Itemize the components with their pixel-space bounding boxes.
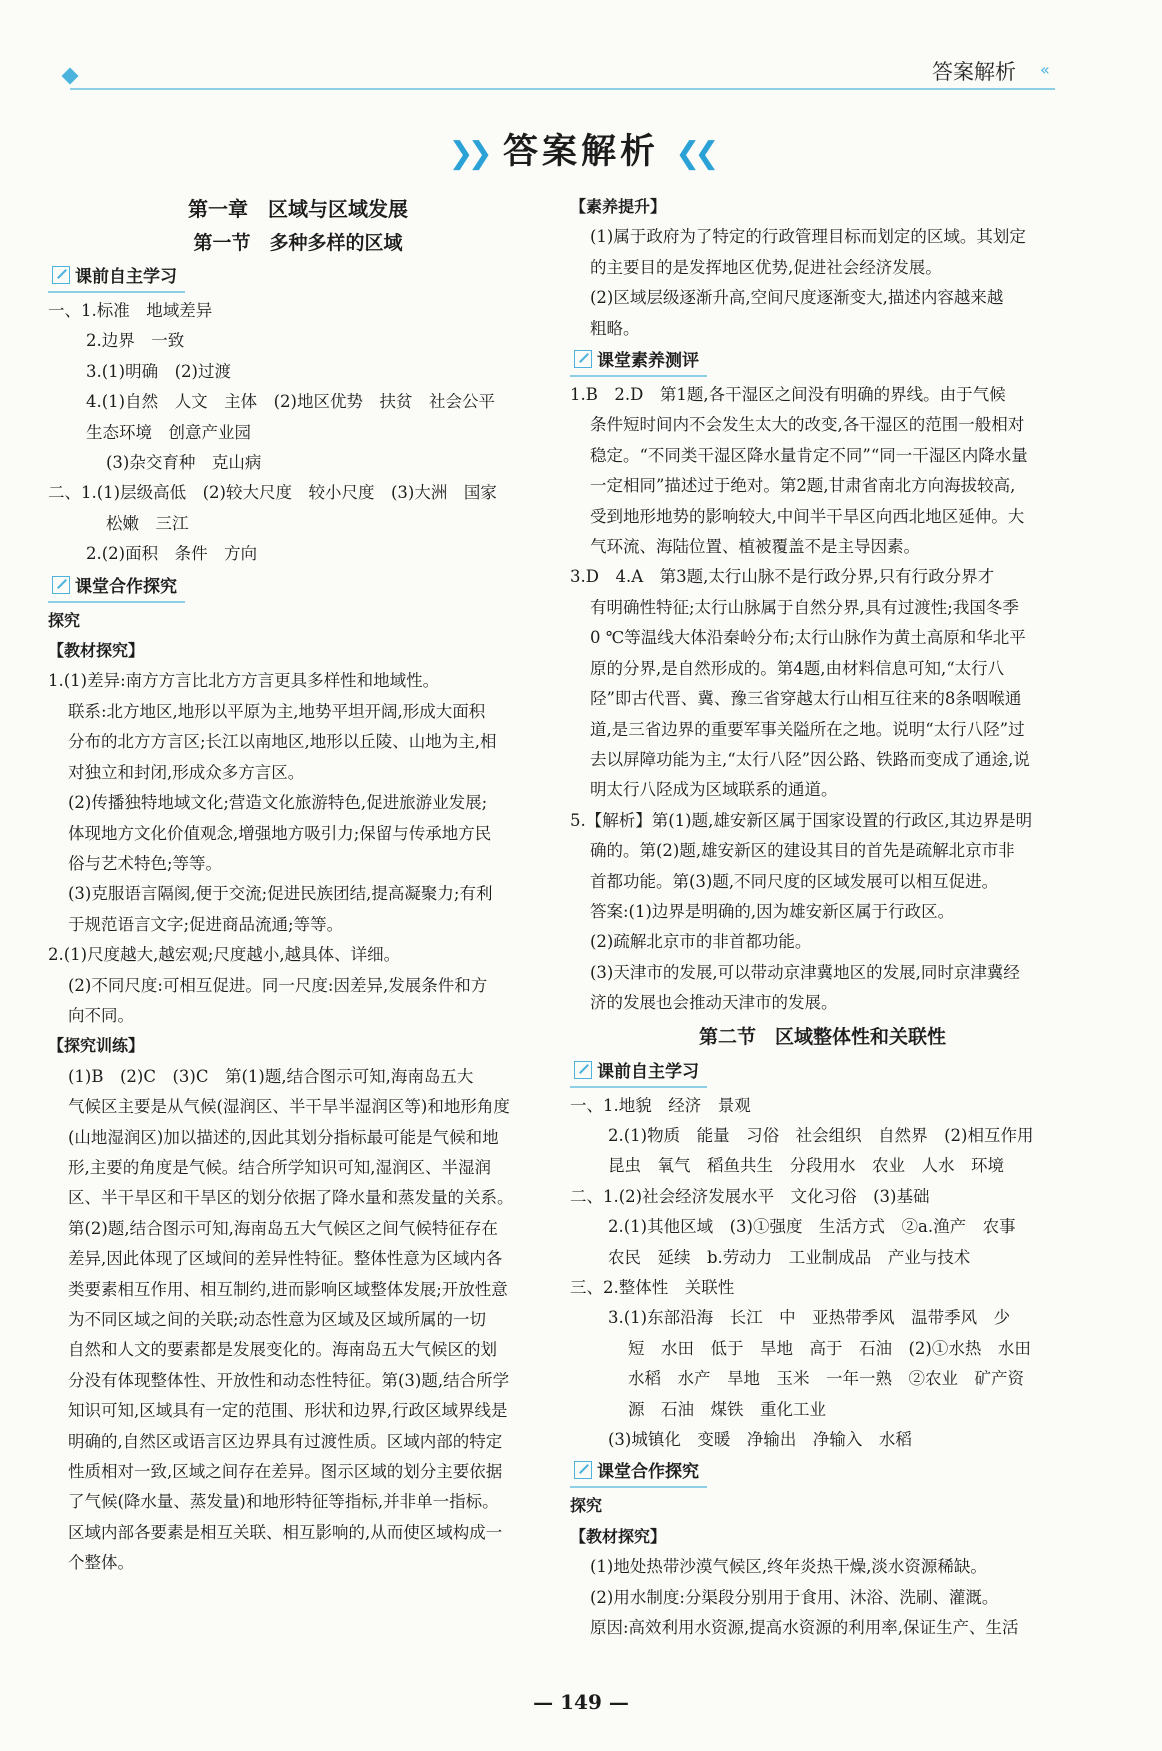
- section-heading-label: 课前自主学习: [597, 1061, 699, 1082]
- answer-line: (3)城镇化 变暖 净输出 净输入 水稻: [608, 1430, 912, 1450]
- answer-line: (3)克服语言隔阂,便于交流;促进民族团结,提高凝聚力;有利: [68, 884, 493, 904]
- section-heading-label: 课堂素养测评: [597, 351, 699, 372]
- answer-line: 1.(1)差异:南方方言比北方方言更具多样性和地域性。: [48, 671, 440, 691]
- answer-line: 2.(1)其他区域 (3)①强度 生活方式 ②a.渔产 农事: [608, 1217, 1016, 1237]
- answer-line: 体现地方文化价值观念,增强地方吸引力;保留与传承地方民: [68, 823, 492, 843]
- answer-line: 4.(1)自然 人文 主体 (2)地区优势 扶贫 社会公平: [86, 392, 495, 412]
- answer-line: 2.(1)尺度越大,越宏观;尺度越小,越具体、详细。: [48, 945, 401, 965]
- answer-line: 区、半干旱区和干旱区的划分依据了降水量和蒸发量的关系。: [68, 1188, 514, 1208]
- answer-line: 差异,因此体现了区域间的差异性特征。整体性意为区域内各: [68, 1249, 503, 1269]
- answer-line: (1)属于政府为了特定的行政管理目标而划定的区域。其划定: [590, 227, 1026, 247]
- section-heading-label: 课前自主学习: [75, 267, 177, 287]
- double-chevron-left-icon: ❮❮: [675, 136, 714, 171]
- answer-line: 济的发展也会推动天津市的发展。: [590, 993, 838, 1013]
- answer-line: 有明确性特征;太行山脉属于自然分界,具有过渡性;我国冬季: [590, 597, 1019, 617]
- right-column: [570, 192, 1075, 1643]
- answer-line: 原因:高效利用水资源,提高水资源的利用率,保证生产、生活: [590, 1618, 1019, 1638]
- chapter-title: 第一章 区域与区域发展: [188, 197, 408, 221]
- answer-line: 去以屏障功能为主,“太行八陉”因公路、铁路而变成了通途,说: [590, 749, 1030, 769]
- answer-line: 二、1.(2)社会经济发展水平 文化习俗 (3)基础: [570, 1186, 930, 1206]
- pencil-icon: [574, 1461, 592, 1479]
- answer-line: (2)区域层级逐渐升高,空间尺度逐渐变大,描述内容越来越: [590, 288, 1004, 308]
- answer-line: 水稻 水产 旱地 玉米 一年一熟 ②农业 矿产资: [628, 1369, 1024, 1389]
- answer-line: 农民 延续 b.劳动力 工业制成品 产业与技术: [608, 1247, 971, 1267]
- header-title: 答案解析: [932, 60, 1016, 84]
- answer-line: 性质相对一致,区域之间存在差异。图示区域的划分主要依据: [68, 1462, 503, 1482]
- answer-line: 陉”即古代晋、冀、豫三省穿越太行山相互往来的8条咽喉通: [590, 689, 1022, 709]
- pencil-icon: [574, 1061, 592, 1079]
- page-title-text: 答案解析: [502, 132, 659, 172]
- answer-line: 二、1.(1)层级高低 (2)较大尺度 较小尺度 (3)大洲 国家: [48, 483, 497, 503]
- answer-line: 气候区主要是从气候(湿润区、半干旱半湿润区等)和地形角度: [68, 1097, 510, 1117]
- header-arrow-icon: «: [1040, 60, 1050, 79]
- subheading: 探究: [48, 610, 81, 630]
- answer-line: 答案:(1)边界是明确的,因为雄安新区属于行政区。: [590, 901, 955, 921]
- pencil-icon: [52, 266, 70, 284]
- pencil-icon: [52, 576, 70, 594]
- subheading: 探究: [570, 1496, 603, 1516]
- double-chevron-right-icon: ❯❯: [448, 136, 487, 171]
- header-rule: [70, 88, 1055, 90]
- section-heading-label: 课堂合作探究: [75, 576, 177, 597]
- answer-line: 一、1.标准 地域差异: [48, 301, 213, 320]
- answer-line: 0 ℃等温线大体沿秦岭分布;太行山脉作为黄土高原和华北平: [590, 628, 1026, 648]
- answer-line: 一定相同”描述过于绝对。第2题,甘肃省南北方向海拔较高,: [590, 476, 1016, 496]
- answer-line: 第(2)题,结合图示可知,海南岛五大气候区之间气候特征存在: [68, 1218, 498, 1238]
- subheading: 【探究训练】: [48, 1036, 145, 1056]
- subheading: 【教材探究】: [570, 1526, 667, 1546]
- answer-line: 松嫩 三江: [106, 513, 189, 533]
- section-title: 第一节 多种多样的区域: [193, 232, 403, 254]
- answer-line: 向不同。: [68, 1005, 134, 1025]
- left-column: [48, 192, 548, 1579]
- answer-line: 个整体。: [68, 1553, 134, 1573]
- answer-line: (2)传播独特地域文化;营造文化旅游特色,促进旅游业发展;: [68, 793, 488, 813]
- answer-line: 联系:北方地区,地形以平原为主,地势平坦开阔,形成大面积: [68, 701, 486, 721]
- answer-line: 确的。第(2)题,雄安新区的建设其目的首先是疏解北京市非: [590, 841, 1015, 861]
- answer-line: 明确的,自然区或语言区边界具有过渡性质。区域内部的特定: [68, 1431, 503, 1451]
- answer-line: 明太行八陉成为区域联系的通道。: [590, 780, 838, 800]
- subheading: 【素养提升】: [570, 197, 667, 216]
- answer-line: (3)杂交育种 克山病: [106, 453, 262, 473]
- answer-line: 原的分界,是自然形成的。第4题,由材料信息可知,“太行八: [590, 658, 1005, 678]
- section-heading: [570, 1058, 707, 1088]
- answer-line: 源 石油 煤铁 重化工业: [628, 1399, 826, 1419]
- answer-line: 三、2.整体性 关联性: [570, 1278, 735, 1297]
- answer-line: 生态环境 创意产业园: [86, 422, 251, 442]
- answer-line: 5.【解析】第(1)题,雄安新区属于国家设置的行政区,其边界是明: [570, 810, 1033, 830]
- pencil-icon: [574, 350, 592, 368]
- answer-line: 类要素相互作用、相互制约,进而影响区域整体发展;开放性意: [68, 1279, 508, 1299]
- answer-line: 分没有体现整体性、开放性和动态性特征。第(3)题,结合所学: [68, 1370, 510, 1390]
- answer-line: 条件短时间内不会发生太大的改变,各干湿区的范围一般相对: [590, 415, 1025, 435]
- answer-line: 一、1.地貌 经济 景观: [570, 1095, 751, 1115]
- answer-line: 首都功能。第(3)题,不同尺度的区域发展可以相互促进。: [590, 871, 999, 891]
- answer-line: (2)用水制度:分渠段分别用于食用、沐浴、洗刷、灌溉。: [590, 1587, 999, 1607]
- answer-line: 的主要目的是发挥地区优势,促进社会经济发展。: [590, 257, 942, 277]
- answer-line: (山地湿润区)加以描述的,因此其划分指标最可能是气候和地: [68, 1127, 499, 1147]
- answer-line: 区域内部各要素是相互关联、相互影响的,从而使区域构成一: [68, 1522, 503, 1542]
- subheading: 【教材探究】: [48, 641, 145, 661]
- answer-line: (1)地处热带沙漠气候区,终年炎热干燥,淡水资源稀缺。: [590, 1557, 987, 1577]
- answer-line: (2)不同尺度:可相互促进。同一尺度:因差异,发展条件和方: [68, 975, 488, 995]
- answer-line: (2)疏解北京市的非首都功能。: [590, 932, 812, 952]
- answer-line: 知识可知,区域具有一定的范围、形状和边界,行政区域界线是: [68, 1401, 508, 1421]
- section-heading: [48, 263, 185, 293]
- answer-line: 2.(2)面积 条件 方向: [86, 544, 258, 564]
- answer-line: 稳定。“不同类干湿区降水量肯定不同”“同一干湿区内降水量: [590, 445, 1028, 465]
- answer-line: 气环流、海陆位置、植被覆盖不是主导因素。: [590, 537, 920, 557]
- page-number: — 149 —: [533, 1690, 629, 1714]
- answer-line: 形,主要的角度是气候。结合所学知识可知,湿润区、半湿润: [68, 1157, 491, 1177]
- answer-line: 道,是三省边界的重要军事关隘所在之地。说明“太行八陉”过: [590, 719, 1025, 739]
- answer-line: (1)B (2)C (3)C 第(1)题,结合图示可知,海南岛五大: [68, 1066, 474, 1086]
- answer-line: 2.(1)物质 能量 习俗 社会组织 自然界 (2)相互作用: [608, 1125, 1034, 1145]
- section-heading-label: 课堂合作探究: [597, 1462, 699, 1483]
- answer-line: 了气候(降水量、蒸发量)和地形特征等指标,并非单一指标。: [68, 1492, 499, 1512]
- answer-line: 昆虫 氧气 稻鱼共生 分段用水 农业 人水 环境: [608, 1156, 1004, 1176]
- section-heading: [570, 1458, 707, 1488]
- answer-line: 对独立和封闭,形成众多方言区。: [68, 762, 305, 782]
- answer-line: 短 水田 低于 旱地 高于 石油 (2)①水热 水田: [628, 1338, 1031, 1358]
- answer-line: 1.B 2.D 第1题,各干湿区之间没有明确的界线。由于气候: [570, 385, 1006, 405]
- answer-line: 2.边界 一致: [86, 331, 185, 351]
- section-title: 第二节 区域整体性和关联性: [698, 1025, 946, 1048]
- section-heading: [48, 573, 185, 603]
- answer-line: 俗与艺术特色;等等。: [68, 853, 223, 873]
- answer-line: 3.(1)明确 (2)过渡: [86, 361, 231, 381]
- section-heading: [570, 347, 707, 377]
- answer-line: 于规范语言文字;促进商品流通;等等。: [68, 914, 344, 934]
- header-diamond: [62, 68, 79, 85]
- answer-line: 受到地形地势的影响较大,中间半干旱区向西北地区延伸。大: [590, 506, 1025, 526]
- answer-line: 3.(1)东部沿海 长江 中 亚热带季风 温带季风 少: [608, 1308, 1011, 1328]
- answer-line: 为不同区域之间的关联;动态性意为区域及区域所属的一切: [68, 1310, 487, 1329]
- answer-line: 3.D 4.A 第3题,太行山脉不是行政分界,只有行政分界才: [570, 567, 995, 587]
- answer-line: 粗略。: [590, 318, 640, 338]
- answer-line: (3)天津市的发展,可以带动京津冀地区的发展,同时京津冀经: [590, 962, 1020, 982]
- answer-line: 自然和人文的要素都是发展变化的。海南岛五大气候区的划: [68, 1340, 497, 1360]
- page-title: [0, 124, 1162, 174]
- answer-line: 分布的北方方言区;长江以南地区,地形以丘陵、山地为主,相: [68, 732, 497, 752]
